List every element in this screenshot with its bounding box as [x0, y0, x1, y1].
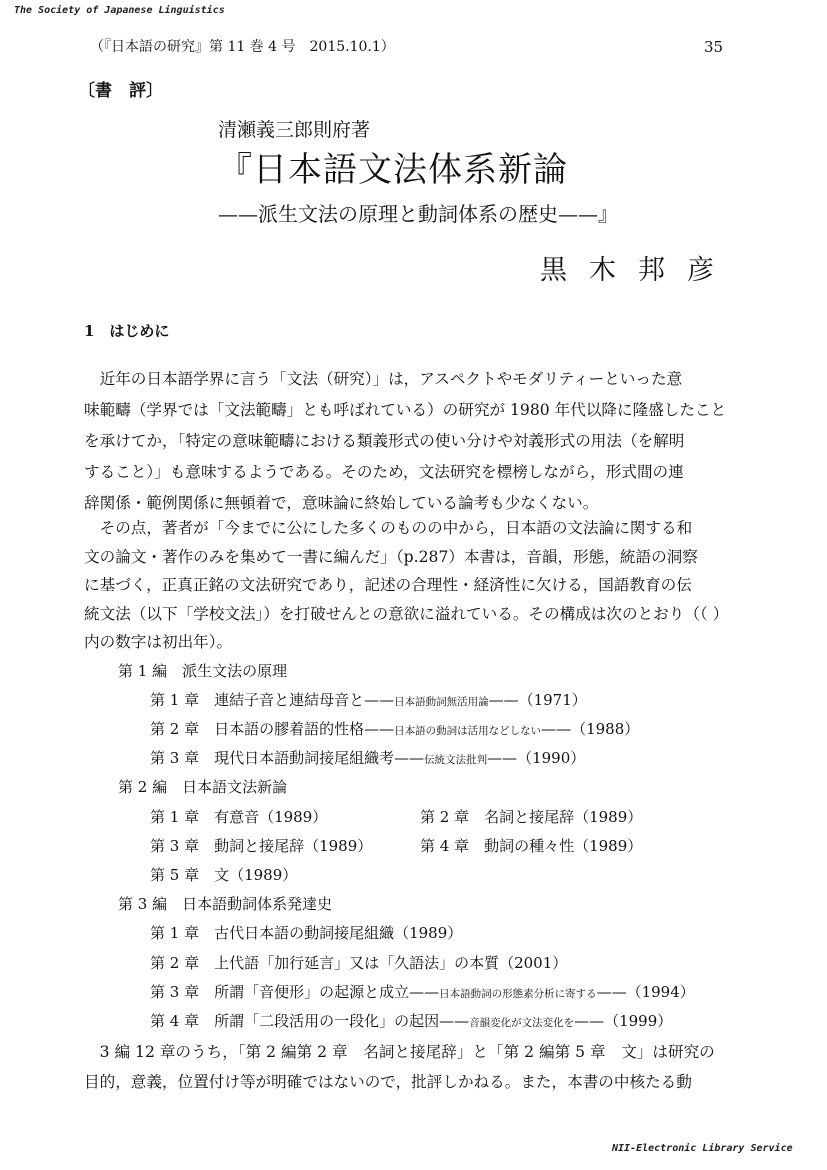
toc-part3-chapter-1: 第 1 章 古代日本語の動詞接尾組織（1989）	[150, 924, 463, 942]
toc-part2-chapter-4: 第 4 章 動詞の種々性（1989）	[420, 837, 643, 855]
toc-part2-chapter-2: 第 2 章 名詞と接尾辞（1989）	[420, 808, 643, 826]
page-number: 35	[704, 38, 724, 56]
toc-part2-chapter-5: 第 5 章 文（1989）	[150, 866, 298, 884]
journal-header: （『日本語の研究』第 11 巻 4 号 2015.10.1）	[90, 39, 395, 55]
toc-part3-chapter-2: 第 2 章 上代語「加行延言」又は「久語法」の本質（2001）	[150, 954, 568, 972]
paragraph-line: 内の数字は初出年）。	[84, 633, 233, 651]
paragraph-line: 近年の日本語学界に言う「文法（研究）」は，アスペクトやモダリティーといった意	[84, 370, 683, 388]
book-subtitle: ——派生文法の原理と動詞体系の歴史——』	[218, 202, 618, 226]
toc-part-1: 第 1 編 派生文法の原理	[118, 662, 288, 680]
toc-part-2: 第 2 編 日本語文法新論	[118, 778, 288, 796]
paragraph-line: その点，著者が「今までに公にした多くのものの中から，日本語の文法論に関する和	[84, 519, 693, 537]
paragraph-line: すること）」も意味するようである。そのため，文法研究を標榜しながら，形式間の連	[84, 463, 684, 481]
toc-part2-chapter-1: 第 1 章 有意音（1989）	[150, 808, 328, 826]
toc-part2-chapter-3: 第 3 章 動詞と接尾辞（1989）	[150, 837, 373, 855]
toc-part3-chapter-4: 第 4 章 所謂「二段活用の一段化」の起因——音韻変化が文法変化を——（1999）	[150, 1012, 673, 1030]
book-author: 清瀬義三郎則府著	[218, 119, 371, 141]
section-heading: 1 はじめに	[84, 322, 170, 340]
paragraph-line: 味範疇（学界では「文法範疇」とも呼ばれている）の研究が 1980 年代以降に隆盛したこと	[84, 401, 727, 419]
paragraph-line: 目的，意義，位置付け等が明確ではないので，批評しかねる。また，本書の中核たる動	[84, 1073, 692, 1091]
watermark-bottom: NII-Electronic Library Service	[612, 1143, 793, 1154]
reviewer-name: 黒木邦彦	[540, 255, 736, 286]
toc-part1-chapter-3: 第 3 章 現代日本語動詞接尾組織考——伝統文法批判——（1990）	[150, 749, 586, 767]
section-label: 〔書 評〕	[78, 81, 163, 101]
toc-part3-chapter-3: 第 3 章 所謂「音便形」の起源と成立——日本語動詞の形態素分析に寄する——（1994）	[150, 983, 695, 1001]
toc-part1-chapter-2: 第 2 章 日本語の膠着語的性格——日本語の動詞は活用などしない——（1988）	[150, 720, 640, 738]
toc-part-3: 第 3 編 日本語動詞体系発達史	[118, 895, 333, 913]
paragraph-line: を承けてか，「特定の意味範疇における類義形式の使い分けや対義形式の用法（を解明	[84, 432, 685, 450]
paragraph-line: 3 編 12 章のうち，「第 2 編第 2 章 名詞と接尾辞」と「第 2 編第 5 章 文」は研究の	[84, 1043, 715, 1061]
paragraph-line: 統文法（以下「学校文法」）を打破せんとの意欲に溢れている。その構成は次のとおり（（ ）	[84, 605, 729, 623]
paragraph-line: 辞関係・範例関係に無頓着で，意味論に終始している論考も少なくない。	[84, 494, 599, 512]
paragraph-line: に基づく，正真正銘の文法研究であり，記述の合理性・経済性に欠ける，国語教育の伝	[84, 576, 692, 594]
watermark-top: The Society of Japanese Linguistics	[14, 5, 225, 16]
toc-part1-chapter-1: 第 1 章 連結子音と連結母音と——日本語動詞無活用論——（1971）	[150, 691, 587, 709]
book-title: 『日本語文法体系新論	[218, 150, 568, 190]
paragraph-line: 文の論文・著作のみを集めて一書に編んだ」（p.287）本書は，音韻，形態，統語の洞察	[84, 548, 698, 566]
